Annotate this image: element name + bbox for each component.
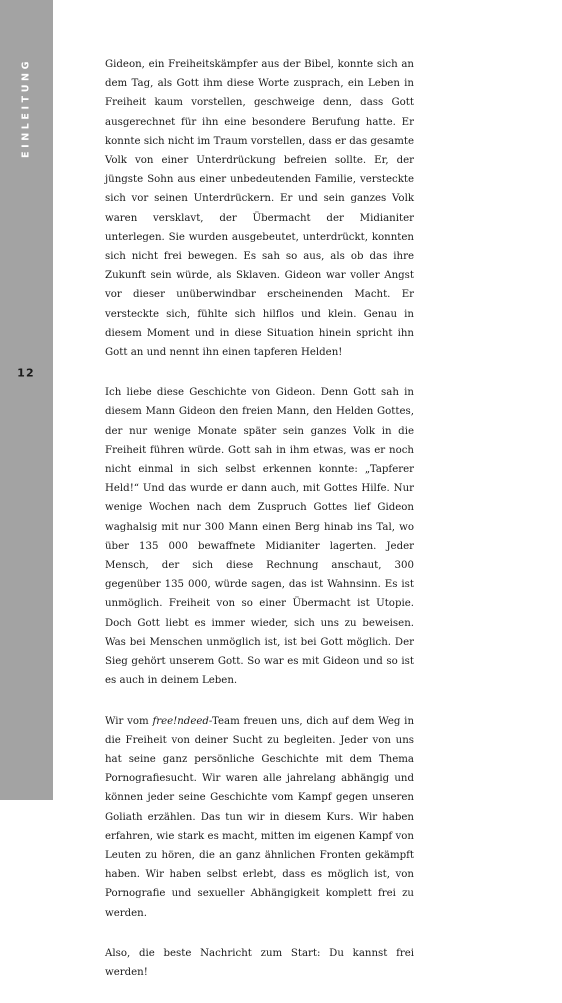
team-intro-rest: -Team freuen uns, dich auf dem Weg in die Freiheit von deiner Sucht zu begleiten. Jeder von uns hat seine ganz persönliche Geschichte mit dem Thema Pornografiesucht. Wir waren alle jahrelang abhängig und können jeder seine Geschichte vom Kampf gegen unseren Goliath erzählen. Das tun wir in diesem Kurs. Wir haben erfahren, wie stark es macht, mitten im eigenen Kampf von Leuten zu hören, die an ganz ähnlichen Fronten gekämpft haben. Wir haben selbst erlebt, dass es möglich ist, von Pornografie und sexueller Abhängigkeit komplett frei zu werden. <box>105 715 415 919</box>
brand-name: free!ndeed <box>152 715 209 727</box>
page-number: 12 <box>17 366 35 380</box>
paragraph-gideon-story: Gideon, ein Freiheitskämpfer aus der Bibel, konnte sich an dem Tag, als Gott ihm diese Worte zusprach, ein Leben in Freiheit kaum vorstellen, geschweige denn, dass Gott ausgerechnet für ihn eine besondere Berufung hatte. Er konnte sich nicht im Traum vorstellen, dass er das gesamte Volk von einer Unterdrückung befreien sollte. Er, der jüngste Sohn aus einer unbedeutenden Familie, versteckte sich vor seinen Unterdrückern. Er und sein ganzes Volk waren versklavt, der Übermacht der Midianiter unterlegen. Sie wurden ausgebeutet, unterdrückt, konnten sich nicht frei bewegen. Es sah so aus, als ob das ihre Zukunft sein würde, als Sklaven. Gideon war voller Angst vor dieser unüberwindbar erscheinenden Macht. Er versteckte sich, fühlte sich hilflos und klein. Genau in diesem Moment und in diese Situation hinein spricht ihn Gott an und nennt ihn einen tapferen Helden! <box>105 59 414 359</box>
paragraph-closing: Also, die beste Nachricht zum Start: Du kannst frei werden! <box>105 947 414 978</box>
body-text <box>105 55 414 1003</box>
paragraph-team-intro <box>105 712 414 923</box>
section-label: EINLEITUNG <box>20 58 32 158</box>
paragraph-gideon-reflection: Ich liebe diese Geschichte von Gideon. Denn Gott sah in diesem Mann Gideon den freien Mann, den Helden Gottes, der nur wenige Monate später sein ganzes Volk in die Freiheit führen würde. Gott sah in ihm etwas, was er noch nicht einmal in sich selbst erkennen konnte: „Tapferer Held!“ Und das wurde er dann auch, mit Gottes Hilfe. Nur wenige Wochen nach dem Zuspruch Gottes lief Gideon waghalsig mit nur 300 Mann einen Berg hinab ins Tal, wo über 135 000 bewaffnete Midianiter lagerten. Jeder Mensch, der sich diese Rechnung anschaut, 300 gegenüber 135 000, würde sagen, das ist Wahnsinn. Es ist unmöglich. Freiheit von so einer Übermacht ist Utopie. Doch Gott liebt es immer wieder, sich uns zu beweisen. Was bei Menschen unmöglich ist, ist bei Gott möglich. Der Sieg gehört unserem Gott. So war es mit Gideon und so ist es auch in deinem Leben. <box>105 387 414 687</box>
side-band <box>0 0 53 800</box>
team-intro-lead: Wir vom <box>105 715 153 727</box>
